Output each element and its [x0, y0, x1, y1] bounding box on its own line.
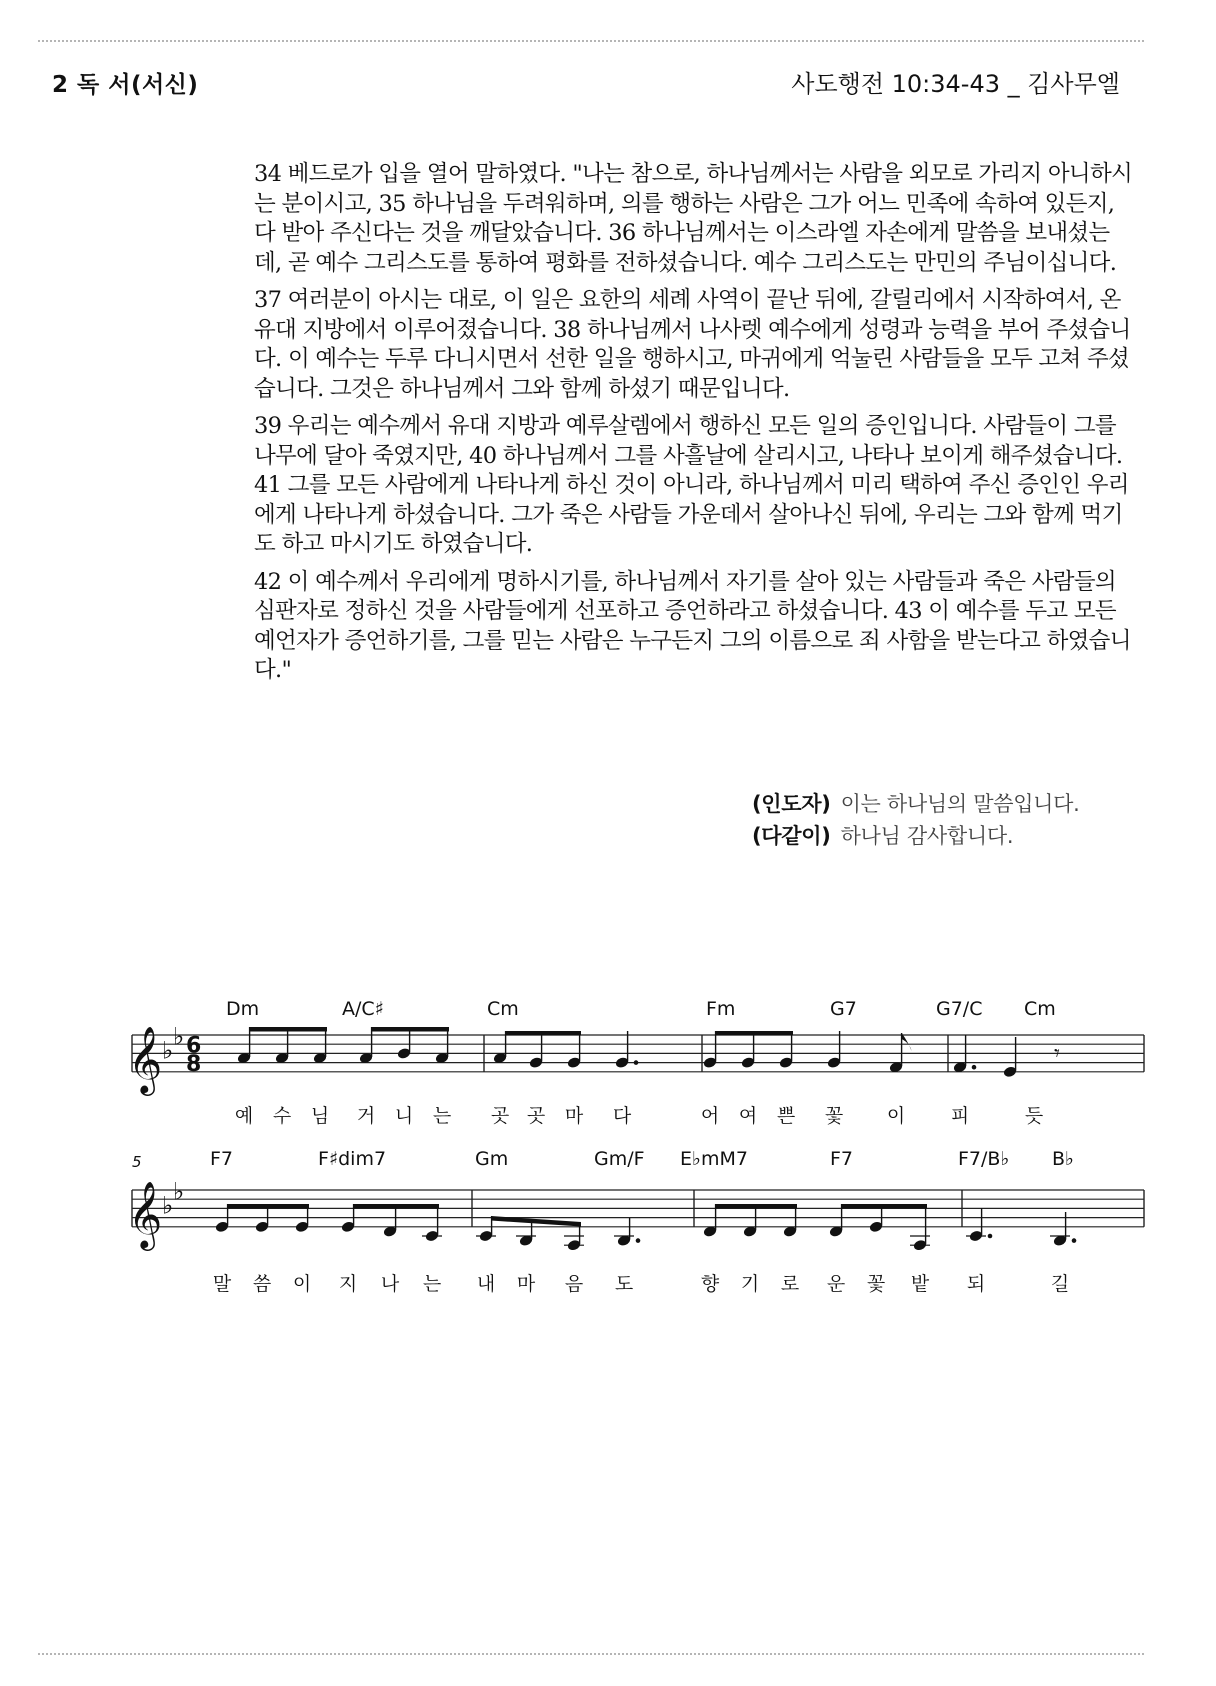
chord-symbol: A/C♯ [342, 998, 384, 1020]
note-head [703, 1225, 718, 1238]
lyric-syllable: 예 [234, 1105, 254, 1127]
lyric-syllable: 꽃 [824, 1105, 844, 1127]
chord-symbol: Gm [475, 1148, 509, 1170]
measure-number: 5 [132, 1153, 142, 1171]
time-signature-top: 6 [186, 1033, 202, 1059]
lyric-syllable: 씀 [252, 1273, 272, 1295]
eighth-rest-icon: 𝄾 [1054, 1041, 1060, 1067]
treble-clef-icon: 𝄞 [128, 1024, 163, 1093]
note-head [1053, 1234, 1068, 1247]
lyric-syllable: 운 [826, 1273, 846, 1295]
treble-clef-icon: 𝄞 [128, 1179, 163, 1248]
lyric-syllable: 여 [738, 1105, 758, 1127]
chord-symbol: G7 [830, 998, 857, 1020]
chord-symbol: Gm/F [594, 1148, 645, 1170]
beam [505, 1031, 581, 1036]
lyric-syllable: 거 [356, 1105, 376, 1127]
note-head [567, 1239, 582, 1252]
staff-system-2 [132, 1190, 1144, 1227]
lyric-syllable: 이 [886, 1105, 906, 1127]
chord-symbol: Cm [487, 998, 519, 1020]
note-head [479, 1230, 494, 1243]
scripture-text [254, 160, 1134, 694]
lyric-syllable: 마 [516, 1273, 536, 1295]
note-head [519, 1234, 534, 1247]
key-flat-icon: ♭ [162, 1036, 174, 1065]
beam [353, 1204, 439, 1209]
lyric-syllable: 이 [292, 1273, 312, 1295]
lyric-syllable: 도 [614, 1273, 634, 1295]
lyric-syllable: 지 [338, 1273, 358, 1295]
lyric-syllable: 는 [422, 1273, 442, 1295]
note-head [295, 1220, 310, 1233]
chord-symbol: Cm [1024, 998, 1056, 1020]
lyric-syllable: 나 [380, 1273, 400, 1295]
lyric-syllable: 길 [1050, 1273, 1070, 1295]
chord-symbol: E♭mM7 [680, 1148, 748, 1170]
time-signature-bottom: 8 [186, 1051, 202, 1077]
note-head [827, 1056, 842, 1069]
chord-symbol: Dm [226, 998, 260, 1020]
note-head [359, 1052, 374, 1065]
beam [227, 1204, 309, 1209]
top-dotted-divider [38, 40, 1144, 42]
note-head [969, 1230, 984, 1243]
chord-symbol: F7 [830, 1148, 854, 1170]
lyric-syllable: 말 [212, 1273, 232, 1295]
lyric-syllable: 곳 [490, 1105, 510, 1127]
dot [1072, 1238, 1077, 1243]
lyric-syllable: 수 [272, 1105, 292, 1127]
beam [491, 1216, 581, 1227]
lyric-syllable: 되 [966, 1273, 986, 1295]
lyric-syllable: 어 [700, 1105, 720, 1127]
key-flat-icon: ♭ [173, 1022, 185, 1051]
note-head [869, 1220, 884, 1233]
lyric-syllable: 내 [476, 1273, 496, 1295]
beam [715, 1204, 797, 1209]
scripture-paragraph: 39 우리는 예수께서 유대 지방과 예루살렘에서 행하신 모든 일의 증인입니다. 사람들이 그를 나무에 달아 죽였지만, 40 하나님께서 그를 사흘날에 살리시고, 나타나 보이게 해주셨습니다. 41 그를 모든 사람에게 나타나게 하신 것이 아니라, 하나님께서 미리 택하여 주신 증인인 우리에게 나타나게 하셨습니다. 그가 죽은 사람들 가운데서 살아나신 뒤에, 우리는 그와 함께 먹기도 하고 마시기도 하였습니다. [254, 413, 1129, 557]
key-flat-icon: ♭ [173, 1177, 185, 1206]
dot [972, 1065, 977, 1070]
note-head [741, 1056, 756, 1069]
note-head [237, 1052, 252, 1065]
note-head [829, 1225, 844, 1238]
lyric-syllable: 향 [700, 1273, 720, 1295]
lyric-syllable: 마 [564, 1105, 584, 1127]
lyric-syllable: 님 [310, 1105, 330, 1127]
scripture-paragraph: 34 베드로가 입을 열어 말하였다. "나는 참으로, 하나님께서는 사람을 외모로 가리지 아니하시는 분이시고, 35 하나님을 두려워하며, 의를 행하는 사람은 그가 어느 민족에 속하여 있든지, 다 받아 주신다는 것을 깨달았습니다. 36 하나님께서는 이스라엘 자손에게 말씀을 보내셨는데, 곧 예수 그리스도를 통하여 평화를 전하셨습니다. 예수 그리스도는 만민의 주님이십니다. [254, 161, 1133, 276]
chord-symbol: F7/B♭ [958, 1148, 1010, 1170]
note-head [779, 1056, 794, 1069]
note-head [529, 1056, 544, 1069]
chord-symbol: F7 [210, 1148, 234, 1170]
beam [841, 1204, 927, 1209]
dot [636, 1238, 641, 1243]
note-head [703, 1056, 718, 1069]
beam [249, 1027, 327, 1032]
lyric-syllable: 꽃 [866, 1273, 886, 1295]
lyric-syllable: 밭 [910, 1273, 930, 1295]
note-head [567, 1056, 582, 1069]
section-title: 2 독 서(서신) [52, 72, 199, 98]
lyric-syllable: 음 [564, 1273, 584, 1295]
beam [371, 1027, 449, 1032]
note-head [743, 1225, 758, 1238]
lyric-syllable: 는 [432, 1105, 452, 1127]
response-text: 하나님 감사합니다. [840, 824, 1014, 848]
chord-symbol: F♯dim7 [318, 1148, 387, 1170]
note-head [383, 1225, 398, 1238]
key-flat-icon: ♭ [162, 1191, 174, 1220]
bottom-dotted-divider [38, 1653, 1144, 1655]
note-head [783, 1225, 798, 1238]
note-head [617, 1234, 632, 1247]
chord-symbol: Fm [706, 998, 736, 1020]
note-head [255, 1220, 270, 1233]
response-text: 이는 하나님의 말씀입니다. [840, 792, 1080, 816]
eighth-flag [902, 1033, 912, 1051]
note-head [275, 1052, 290, 1065]
note-head [953, 1061, 968, 1074]
note-head [1003, 1065, 1018, 1078]
beam [715, 1031, 793, 1036]
scripture-paragraph: 37 여러분이 아시는 대로, 이 일은 요한의 세례 사역이 끝난 뒤에, 갈릴리에서 시작하여서, 온 유대 지방에서 이루어졌습니다. 38 하나님께서 나사렛 예수에게 성령과 능력을 부어 주셨습니다. 이 예수는 두루 다니시면서 선한 일을 행하시고, 마귀에게 억눌린 사람들을 모두 고쳐 주셨습니다. 그것은 하나님께서 그와 함께 하셨기 때문입니다. [254, 287, 1131, 402]
lyric-syllable: 쁜 [776, 1105, 796, 1127]
lyric-syllable: 듯 [1024, 1105, 1044, 1127]
note-head [397, 1047, 412, 1060]
note-head [913, 1239, 928, 1252]
dot [634, 1060, 639, 1065]
response-all [752, 820, 1152, 850]
chord-symbol: B♭ [1052, 1148, 1074, 1170]
dot [988, 1234, 993, 1239]
note-head [615, 1056, 630, 1069]
scripture-reference: 사도행전 10:34-43 _ 김사무엘 [791, 70, 1120, 98]
note-head [425, 1230, 440, 1243]
note-head [341, 1220, 356, 1233]
lyric-syllable: 로 [780, 1273, 800, 1295]
lyric-syllable: 다 [612, 1105, 632, 1127]
response-role: (다같이) [752, 824, 831, 848]
response-leader [752, 788, 1152, 818]
note-head [493, 1052, 508, 1065]
response-role: (인도자) [752, 792, 831, 816]
staff-system-1 [132, 1035, 1144, 1072]
note-head [889, 1061, 904, 1074]
note-head [215, 1220, 230, 1233]
chord-symbol: G7/C [936, 998, 983, 1020]
note-head [435, 1052, 450, 1065]
lyric-syllable: 기 [740, 1273, 760, 1295]
note-head [313, 1052, 328, 1065]
lyric-syllable: 니 [394, 1105, 414, 1127]
lyric-syllable: 피 [950, 1105, 970, 1127]
lyric-syllable: 곳 [526, 1105, 546, 1127]
scripture-paragraph: 42 이 예수께서 우리에게 명하시기를, 하나님께서 자기를 살아 있는 사람들과 죽은 사람들의 심판자로 정하신 것을 사람들에게 선포하고 증언하라고 하셨습니다. 43 이 예수를 두고 모든 예언자가 증언하기를, 그를 믿는 사람은 누구든지 그의 이름으로 죄 사함을 받는다고 하였습니다." [254, 568, 1131, 683]
